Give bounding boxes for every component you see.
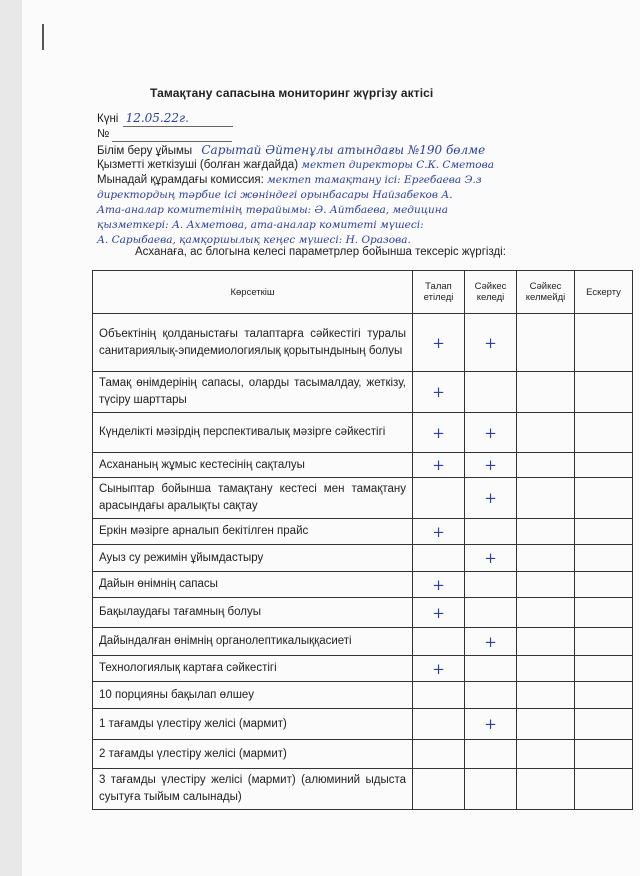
not-matches-mark bbox=[517, 545, 575, 572]
not-matches-mark bbox=[517, 656, 575, 682]
required-mark bbox=[413, 478, 465, 519]
indicator-cell: 10 порцияны бақылап өлшеу bbox=[93, 682, 413, 709]
indicator-cell: 3 тағамды үлестіру желісі (мармит) (алюминий ыдыста суытуға тыйым салынады) bbox=[93, 769, 413, 810]
commission-label: Мынадай құрамдағы комиссия: bbox=[97, 174, 264, 186]
header-matches: Сәйкес келеді bbox=[465, 271, 517, 314]
required-mark: + bbox=[413, 519, 465, 545]
indicator-cell: Сыныптар бойынша тамақтану кестесі мен тамақтану арасындағы аралықты сақтау bbox=[93, 478, 413, 519]
note-cell bbox=[575, 628, 633, 656]
indicator-cell: Тамақ өнімдерінің сапасы, оларды тасымалдау, жеткізу, түсіру шарттары bbox=[93, 372, 413, 413]
matches-mark: + bbox=[465, 478, 517, 519]
indicator-cell: Бақылаудағы тағамның болуы bbox=[93, 598, 413, 628]
indicator-cell: Дайын өнімнің сапасы bbox=[93, 572, 413, 598]
table-row bbox=[93, 709, 633, 740]
required-mark: + bbox=[413, 598, 465, 628]
not-matches-mark bbox=[517, 478, 575, 519]
commission-text-4: қызметкері: А. Ахметова, ата-аналар комитеті мүшесі: bbox=[97, 219, 424, 231]
note-cell bbox=[575, 545, 633, 572]
scan-edge bbox=[0, 0, 22, 876]
note-cell bbox=[575, 598, 633, 628]
table-row bbox=[93, 545, 633, 572]
table-row bbox=[93, 628, 633, 656]
required-mark bbox=[413, 709, 465, 740]
required-mark: + bbox=[413, 572, 465, 598]
matches-mark: + bbox=[465, 314, 517, 372]
page-title: Тамақтану сапасына мониторинг жүргізу актісі bbox=[150, 86, 434, 100]
note-cell bbox=[575, 413, 633, 453]
not-matches-mark bbox=[517, 682, 575, 709]
not-matches-mark bbox=[517, 453, 575, 478]
matches-mark bbox=[465, 740, 517, 769]
school-line bbox=[97, 143, 485, 157]
commission-line bbox=[97, 174, 482, 186]
commission-text-2: директордың тәрбие ісі жөніндегі орынбасары Найзабеков А. bbox=[97, 189, 453, 201]
matches-mark bbox=[465, 656, 517, 682]
matches-mark bbox=[465, 572, 517, 598]
note-cell bbox=[575, 769, 633, 810]
table-header-row bbox=[93, 271, 633, 314]
not-matches-mark bbox=[517, 769, 575, 810]
table-row bbox=[93, 314, 633, 372]
number-label: № bbox=[97, 128, 110, 140]
school-label: Білім беру ұйымы bbox=[97, 145, 193, 157]
table-row bbox=[93, 769, 633, 810]
matches-mark: + bbox=[465, 413, 517, 453]
provider-value: мектеп директоры С.К. Сметова bbox=[301, 159, 494, 171]
date-label: Күні bbox=[97, 113, 119, 125]
intro-text: Асханаға, ас блогына келесі параметрлер бойынша тексеріс жүргізді: bbox=[135, 246, 506, 258]
table-row bbox=[93, 519, 633, 545]
note-cell bbox=[575, 453, 633, 478]
not-matches-mark bbox=[517, 740, 575, 769]
table-row bbox=[93, 682, 633, 709]
commission-text-1: мектеп тамақтану ісі: Ергебаева Э.з bbox=[267, 174, 482, 186]
not-matches-mark bbox=[517, 628, 575, 656]
not-matches-mark bbox=[517, 413, 575, 453]
indicator-cell: Технологиялық картаға сәйкестігі bbox=[93, 656, 413, 682]
not-matches-mark bbox=[517, 709, 575, 740]
matches-mark bbox=[465, 682, 517, 709]
required-mark: + bbox=[413, 413, 465, 453]
required-mark bbox=[413, 545, 465, 572]
matches-mark: + bbox=[465, 709, 517, 740]
indicator-cell: Объектінің қолданыстағы талаптарға сәйкестігі туралы санитариялық-эпидемиологиялық қорытындының болуы bbox=[93, 314, 413, 372]
indicator-cell: Дайындалған өнімнің органолептикалыққасиеті bbox=[93, 628, 413, 656]
required-mark bbox=[413, 628, 465, 656]
date-underline bbox=[123, 126, 233, 127]
not-matches-mark bbox=[517, 572, 575, 598]
note-cell bbox=[575, 372, 633, 413]
indicator-cell: Күнделікті мәзірдің перспективалық мәзірге сәйкестігі bbox=[93, 413, 413, 453]
not-matches-mark bbox=[517, 598, 575, 628]
monitoring-table bbox=[92, 270, 633, 810]
not-matches-mark bbox=[517, 372, 575, 413]
header-note: Ескерту bbox=[575, 271, 633, 314]
matches-mark bbox=[465, 769, 517, 810]
table-row bbox=[93, 413, 633, 453]
commission-text-5: А. Сарыбаева, қамқоршылық кеңес мүшесі: Н. Оразова. bbox=[97, 234, 411, 246]
header-not-matches: Сәйкес келмейді bbox=[517, 271, 575, 314]
matches-mark: + bbox=[465, 453, 517, 478]
table-row bbox=[93, 453, 633, 478]
not-matches-mark bbox=[517, 314, 575, 372]
indicator-cell: Асхананың жұмыс кестесінің сақталуы bbox=[93, 453, 413, 478]
note-cell bbox=[575, 519, 633, 545]
table-row bbox=[93, 598, 633, 628]
matches-mark bbox=[465, 372, 517, 413]
school-value: Сарытай Әйтенұлы атындағы №190 бөлме bbox=[201, 143, 486, 157]
not-matches-mark bbox=[517, 519, 575, 545]
indicator-cell: 1 тағамды үлестіру желісі (мармит) bbox=[93, 709, 413, 740]
table-row bbox=[93, 572, 633, 598]
provider-line bbox=[97, 159, 494, 171]
date-value: 12.05.22г. bbox=[125, 111, 189, 125]
required-mark bbox=[413, 682, 465, 709]
provider-label: Қызметті жеткізуші (болған жағдайда) bbox=[97, 159, 299, 171]
table-row bbox=[93, 656, 633, 682]
indicator-cell: 2 тағамды үлестіру желісі (мармит) bbox=[93, 740, 413, 769]
number-underline bbox=[112, 141, 232, 142]
matches-mark: + bbox=[465, 628, 517, 656]
note-cell bbox=[575, 682, 633, 709]
header-required: Талап етіледі bbox=[413, 271, 465, 314]
number-line bbox=[97, 128, 109, 140]
margin-mark bbox=[42, 24, 44, 50]
note-cell bbox=[575, 656, 633, 682]
note-cell bbox=[575, 572, 633, 598]
required-mark: + bbox=[413, 314, 465, 372]
required-mark bbox=[413, 740, 465, 769]
table-row bbox=[93, 478, 633, 519]
table-row bbox=[93, 372, 633, 413]
required-mark: + bbox=[413, 453, 465, 478]
matches-mark bbox=[465, 519, 517, 545]
required-mark bbox=[413, 769, 465, 810]
date-line bbox=[97, 111, 189, 125]
required-mark: + bbox=[413, 372, 465, 413]
note-cell bbox=[575, 709, 633, 740]
note-cell bbox=[575, 478, 633, 519]
commission-text-3: Ата-аналар комитетінің төрайымы: Ә. Айтбаева, медицина bbox=[97, 204, 448, 216]
note-cell bbox=[575, 314, 633, 372]
matches-mark bbox=[465, 598, 517, 628]
header-indicator: Көрсеткіш bbox=[93, 271, 413, 314]
indicator-cell: Еркін мәзірге арналып бекітілген прайс bbox=[93, 519, 413, 545]
matches-mark: + bbox=[465, 545, 517, 572]
table-row bbox=[93, 740, 633, 769]
note-cell bbox=[575, 740, 633, 769]
required-mark: + bbox=[413, 656, 465, 682]
indicator-cell: Ауыз су режимін ұйымдастыру bbox=[93, 545, 413, 572]
